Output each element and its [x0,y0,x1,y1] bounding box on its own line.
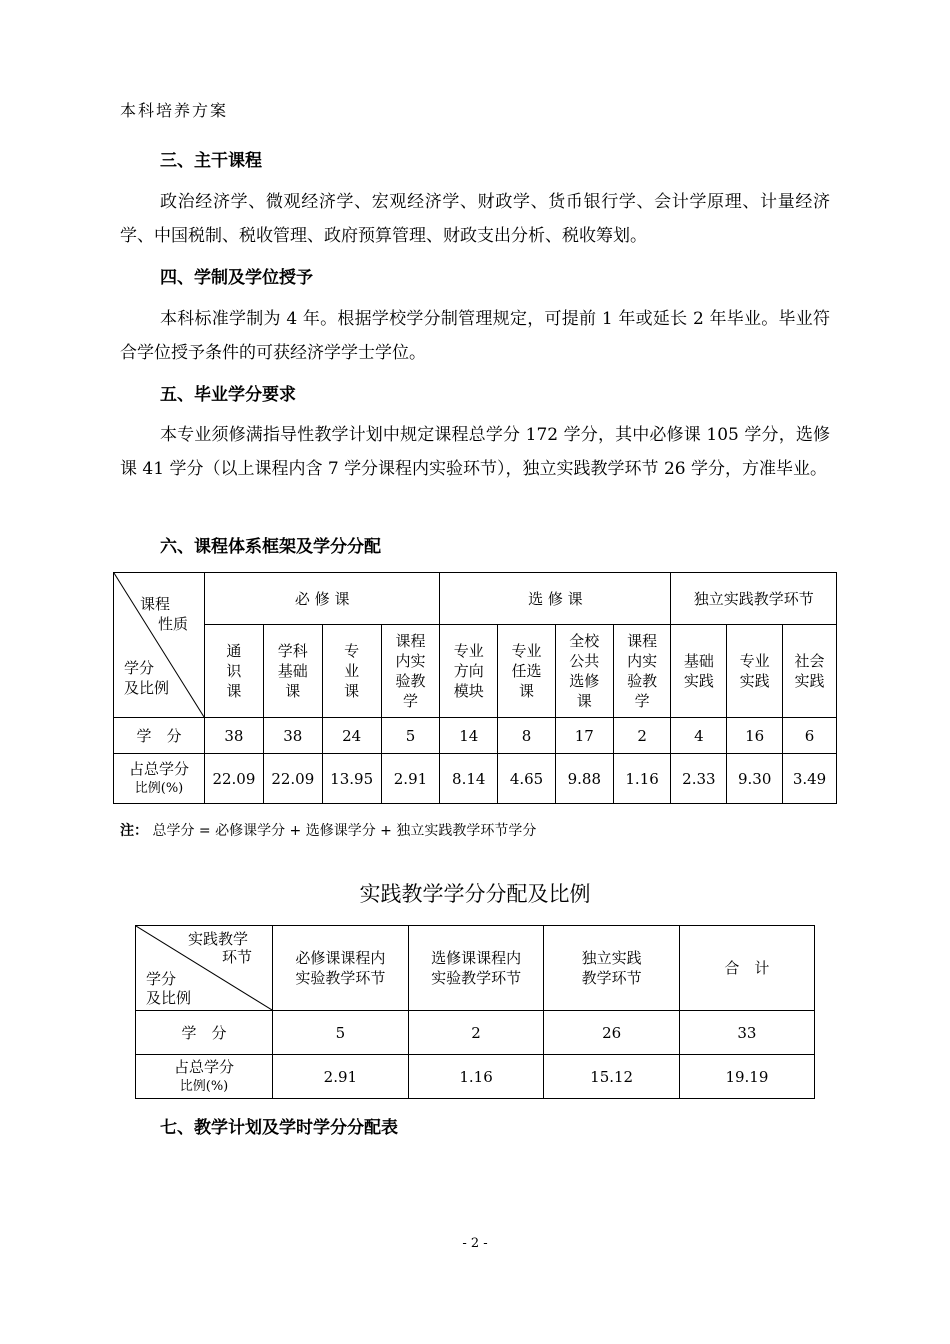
group-required: 必 修 课 [205,573,440,625]
col-header: 专业课 [322,625,381,718]
table-cell: 22.09 [263,754,322,804]
table-row [114,718,837,754]
table-cell: 6 [783,718,837,754]
table2-corner-bottom2: 及比例 [146,989,192,1007]
col-header: 合 计 [679,926,814,1011]
col-header: 专业方向模块 [440,625,498,718]
table-cell: 5 [381,718,440,754]
col-header: 通识课 [205,625,264,718]
col-header: 社会实践 [783,625,837,718]
table1-corner-top2: 性质 [158,615,189,633]
table2-corner-cell [136,926,273,1011]
table-cell: 2.91 [273,1055,409,1099]
page-number: - 2 - [462,1236,488,1251]
section-6-title: 六、课程体系框架及学分分配 [160,537,381,557]
group-elective: 选 修 课 [440,573,671,625]
section-7-title: 七、教学计划及学时学分分配表 [160,1118,398,1138]
col-header: 全校公共选修课 [555,625,613,718]
row-label: 学 分 [114,718,205,754]
table-cell: 8.14 [440,754,498,804]
table2-corner-top2: 环节 [222,948,253,966]
table-cell: 2.33 [671,754,727,804]
section-4-text: 本科标准学制为 4 年。根据学校学分制管理规定，可提前 1 年或延长 2 年毕业。毕业符合学位授予条件的可获经济学学士学位。 [120,309,830,363]
col-header: 选修课课程内实验教学环节 [408,926,544,1011]
table-cell: 15.12 [544,1055,679,1099]
table-cell: 26 [544,1011,679,1055]
table-cell: 1.16 [408,1055,544,1099]
table-cell: 13.95 [322,754,381,804]
table2-corner-bottom1: 学分 [146,970,177,988]
table-cell: 4 [671,718,727,754]
row-label: 占总学分 比例(%) [114,754,205,804]
table-cell: 38 [205,718,264,754]
table-cell: 2.91 [381,754,440,804]
row-label: 占总学分 比例(%) [136,1055,273,1099]
table-cell: 2 [408,1011,544,1055]
table-row [136,1055,815,1099]
col-header: 专业任选课 [498,625,556,718]
table-cell: 24 [322,718,381,754]
table-cell: 4.65 [498,754,556,804]
table-row [136,1011,815,1055]
table-cell: 9.30 [727,754,783,804]
table-cell: 16 [727,718,783,754]
section-5-text: 本专业须修满指导性教学计划中规定课程总学分 172 学分，其中必修课 105 学分，选修课 41 学分（以上课程内含 7 学分课程内实验环节），独立实践教学环节 26 学分，方准毕业。 [120,425,830,479]
table-note: 注： 总学分 = 必修课学分 + 选修课学分 + 独立实践教学环节学分 [120,823,537,839]
col-header: 课程内实验教学 [381,625,440,718]
section-5-title: 五、毕业学分要求 [160,385,296,405]
section-3-text: 政治经济学、微观经济学、宏观经济学、财政学、货币银行学、会计学原理、计量经济学、中国税制、税收管理、政府预算管理、财政支出分析、税收筹划。 [120,192,830,246]
group-practice: 独立实践教学环节 [671,573,837,625]
col-header: 必修课课程内实验教学环节 [273,926,409,1011]
row-label: 学 分 [136,1011,273,1055]
table-cell: 19.19 [679,1055,814,1099]
table-cell: 1.16 [613,754,671,804]
col-header: 课程内实验教学 [613,625,671,718]
table-cell: 5 [273,1011,409,1055]
table-cell: 9.88 [555,754,613,804]
table-row [114,754,837,804]
table-cell: 17 [555,718,613,754]
table1-corner-bottom1: 学分 [124,659,155,677]
section-3-title: 三、主干课程 [160,151,262,171]
table-cell: 3.49 [783,754,837,804]
practice-credit-table [135,925,815,1099]
table-cell: 8 [498,718,556,754]
col-header: 学科基础课 [263,625,322,718]
table2-corner-top1: 实践教学 [188,930,249,948]
table-cell: 33 [679,1011,814,1055]
col-header: 专业实践 [727,625,783,718]
section-4-title: 四、学制及学位授予 [160,268,313,288]
col-header: 独立实践教学环节 [544,926,679,1011]
table1-corner-bottom2: 及比例 [124,679,170,697]
page-header: 本科培养方案 [120,101,229,120]
table2-title: 实践教学学分分配及比例 [359,882,591,906]
table-cell: 14 [440,718,498,754]
table-cell: 38 [263,718,322,754]
credit-distribution-table [113,572,837,804]
table1-corner-cell [114,573,205,718]
table1-corner-top1: 课程 [140,595,171,613]
table-cell: 22.09 [205,754,264,804]
table-cell: 2 [613,718,671,754]
col-header: 基础实践 [671,625,727,718]
